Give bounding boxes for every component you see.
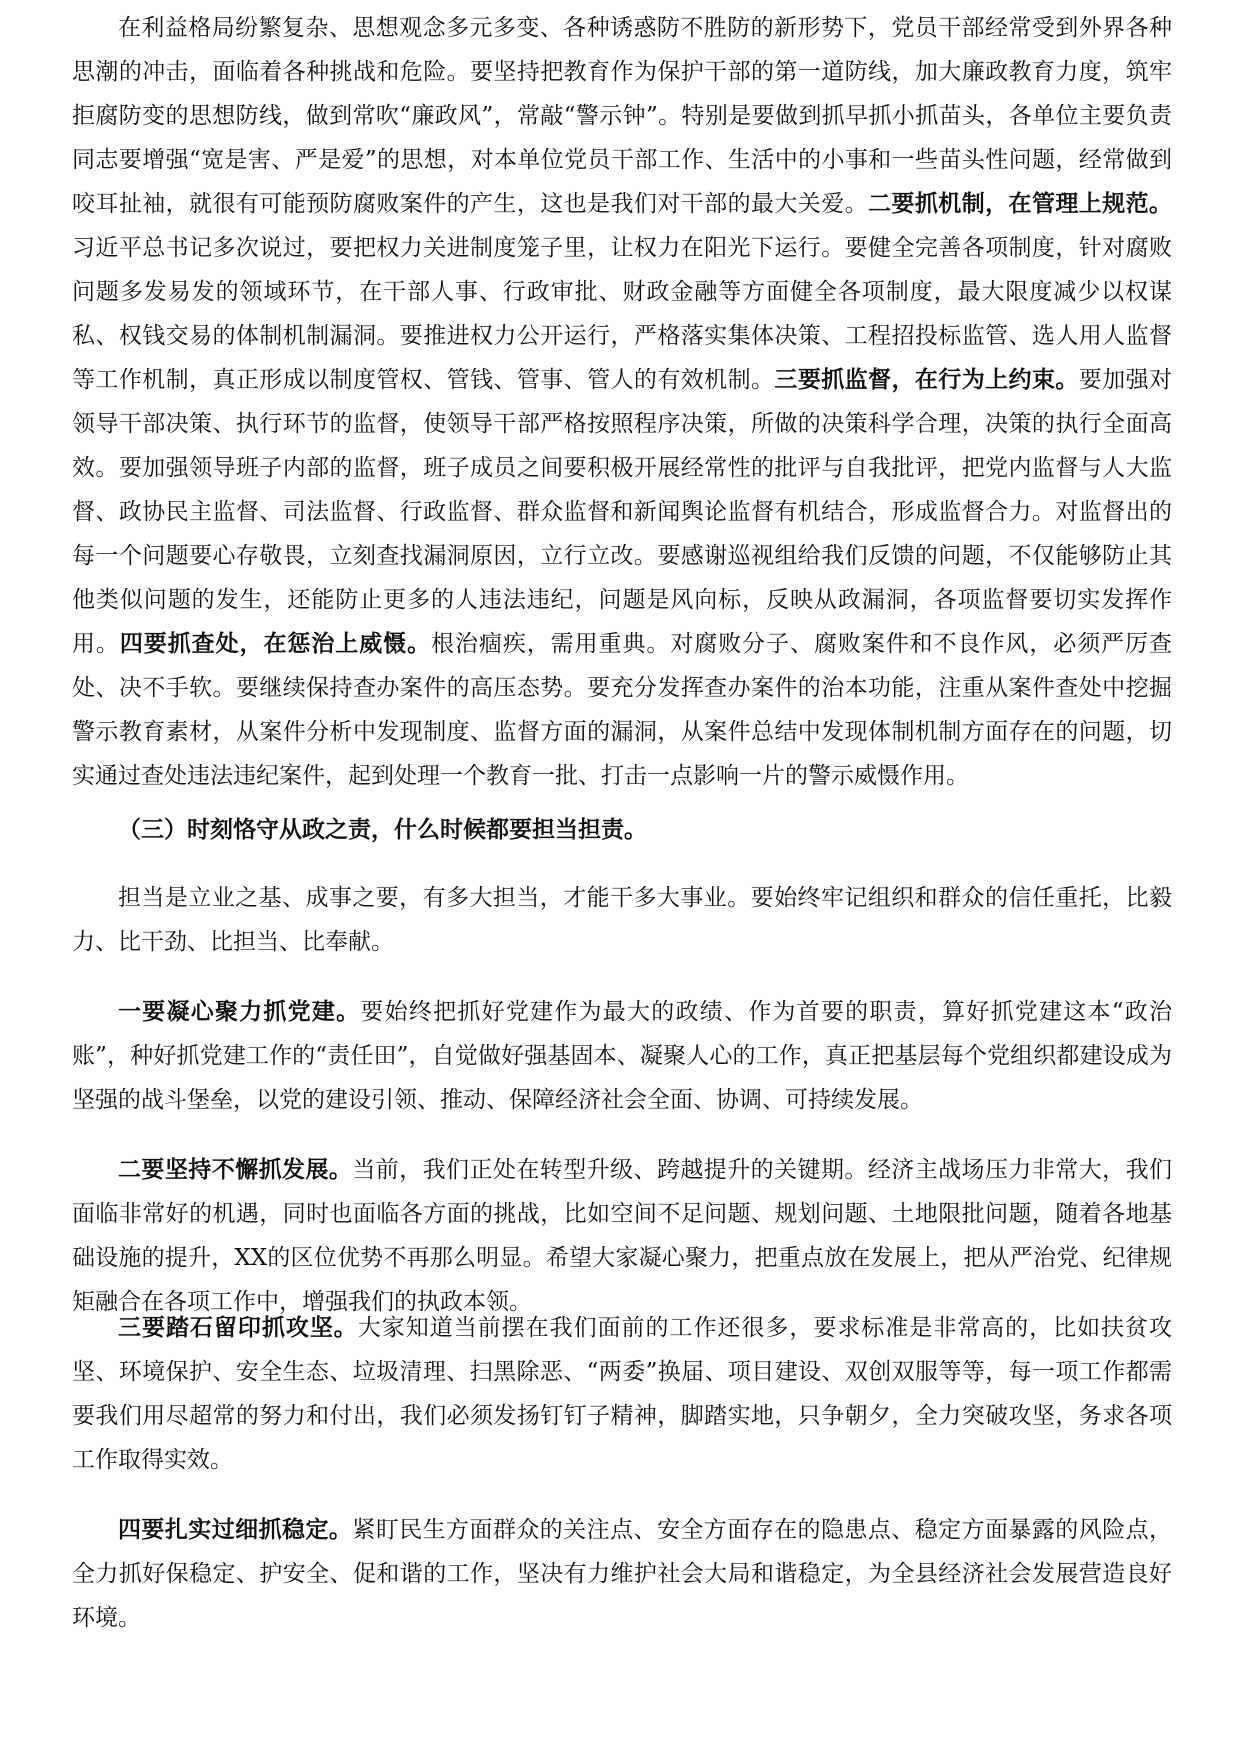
bold-heading-development: 二要坚持不懈抓发展。 [118,1156,353,1183]
paragraph-development [72,1148,1172,1324]
bold-heading-punishment: 四要抓查处，在惩治上威慑。 [119,630,432,657]
paragraph-text: 要始终把抓好党建作为最大的政绩、作为首要的职责，算好抓党建这本“政治账”，种好抓党建工作的“责任田”，自觉做好强基固本、凝聚人心的工作，真正把基层每个党组织都建设成为坚强的战斗堡垒，以党的建设引领、推动、保障经济社会全面、协调、可持续发展。 [72,999,1173,1113]
bold-heading-tackle-hard-tasks: 三要踏石留印抓攻坚。 [118,1314,358,1341]
bold-heading-stability: 四要扎实过细抓稳定。 [118,1516,353,1543]
paragraph-text: 习近平总书记多次说过，要把权力关进制度笼子里，让权力在阳光下运行。要健全完善各项制度，针对腐败问题多发易发的领域环节，在干部人事、行政审批、财政金融等方面健全各项制度，最大限度减少以权谋私、权钱交易的体制机制漏洞。要推进权力公开运行，严格落实集体决策、工程招投标监管、选人用人监督等工作机制，真正形成以制度管权、管钱、管事、管人的有效机制。 [72,235,1172,393]
paragraph-party-building [72,990,1172,1122]
paragraph-text: 根治痼疾，需用重典。对腐败分子、腐败案件和不良作风，必须严厉查处、决不手软。要继续保持查办案件的高压态势。要充分发挥查办案件的治本功能，注重从案件查处中挖掘警示教育素材，从案件分析中发现制度、监督方面的漏洞，从案件总结中发现体制机制方面存在的问题，切实通过查处违法违纪案件，起到处理一个教育一批、打击一点影响一片的警示威慑作用。 [72,631,1173,789]
bold-heading-supervision: 三要抓监督，在行为上约束。 [774,366,1079,393]
paragraph-text: 要加强对领导干部决策、执行环节的监督，使领导干部严格按照程序决策，所做的决策科学合理，决策的执行全面高效。要加强领导班子内部的监督，班子成员之间要积极开展经常性的批评与自我批评，把党内监督与人大监督、政协民主监督、司法监督、行政监督、群众监督和新闻舆论监督有机结合，形成监督合力。对监督出的每一个问题要心存敬畏，立刻查找漏洞原因，立行立改。要感谢巡视组给我们反馈的问题，不仅能够防止其他类似问题的发生，还能防止更多的人违法违纪，问题是风向标，反映从政漏洞，各项监督要切实发挥作用。 [72,367,1173,657]
section-heading-text: （三）时刻恪守从政之责，什么时候都要担当担责。 [118,816,647,843]
bold-heading-mechanism: 二要抓机制，在管理上规范。 [868,190,1173,217]
paragraph-stability [72,1508,1172,1640]
paragraph-text: 在利益格局纷繁复杂、思想观念多元多变、各种诱惑防不胜防的新形势下，党员干部经常受到外界各种思潮的冲击，面临着各种挑战和危险。要坚持把教育作为保护干部的第一道防线，加大廉政教育力度，筑牢拒腐防变的思想防线，做到常吹“廉政风”，常敲“警示钟”。特别是要做到抓早抓小抓苗头，各单位主要负责同志要增强“宽是害、严是爱”的思想，对本单位党员干部工作、生活中的小事和一些苗头性问题，经常做到咬耳扯袖，就很有可能预防腐败案件的产生，这也是我们对干部的最大关爱。 [72,15,1172,217]
paragraph-text: 紧盯民生方面群众的关注点、安全方面存在的隐患点、稳定方面暴露的风险点，全力抓好保稳定、护安全、促和谐的工作，坚决有力维护社会大局和谐稳定，为全县经济社会发展营造良好环境。 [72,1517,1173,1631]
paragraph-text: 大家知道当前摆在我们面前的工作还很多，要求标准是非常高的，比如扶贫攻坚、环境保护、安全生态、垃圾清理、扫黑除恶、“两委”换届、项目建设、双创双服等等，每一项工作都需要我们用尽超常的努力和付出，我们必须发扬钉钉子精神，脚踏实地，只争朝夕，全力突破攻坚，务求各项工作取得实效。 [72,1315,1173,1473]
paragraph-text: 当前，我们正处在转型升级、跨越提升的关键期。经济主战场压力非常大，我们面临非常好的机遇，同时也面临各方面的挑战，比如空间不足问题、规划问题、土地限批问题，随着各地基础设施的提升，XX的区位优势不再那么明显。希望大家凝心聚力，把重点放在发展上，把从严治党、纪律规矩融合在各项工作中，增强我们的执政本领。 [72,1157,1173,1315]
section-heading-3 [72,808,1172,852]
paragraph-education-mechanism-supervision [72,6,1172,798]
paragraph-tackle-hard-tasks [72,1306,1172,1482]
bold-heading-party-building: 一要凝心聚力抓党建。 [118,998,361,1025]
paragraph-responsibility-intro: 担当是立业之基、成事之要，有多大担当，才能干多大事业。要始终牢记组织和群众的信任重托，比毅力、比干劲、比担当、比奉献。 [72,885,1172,955]
